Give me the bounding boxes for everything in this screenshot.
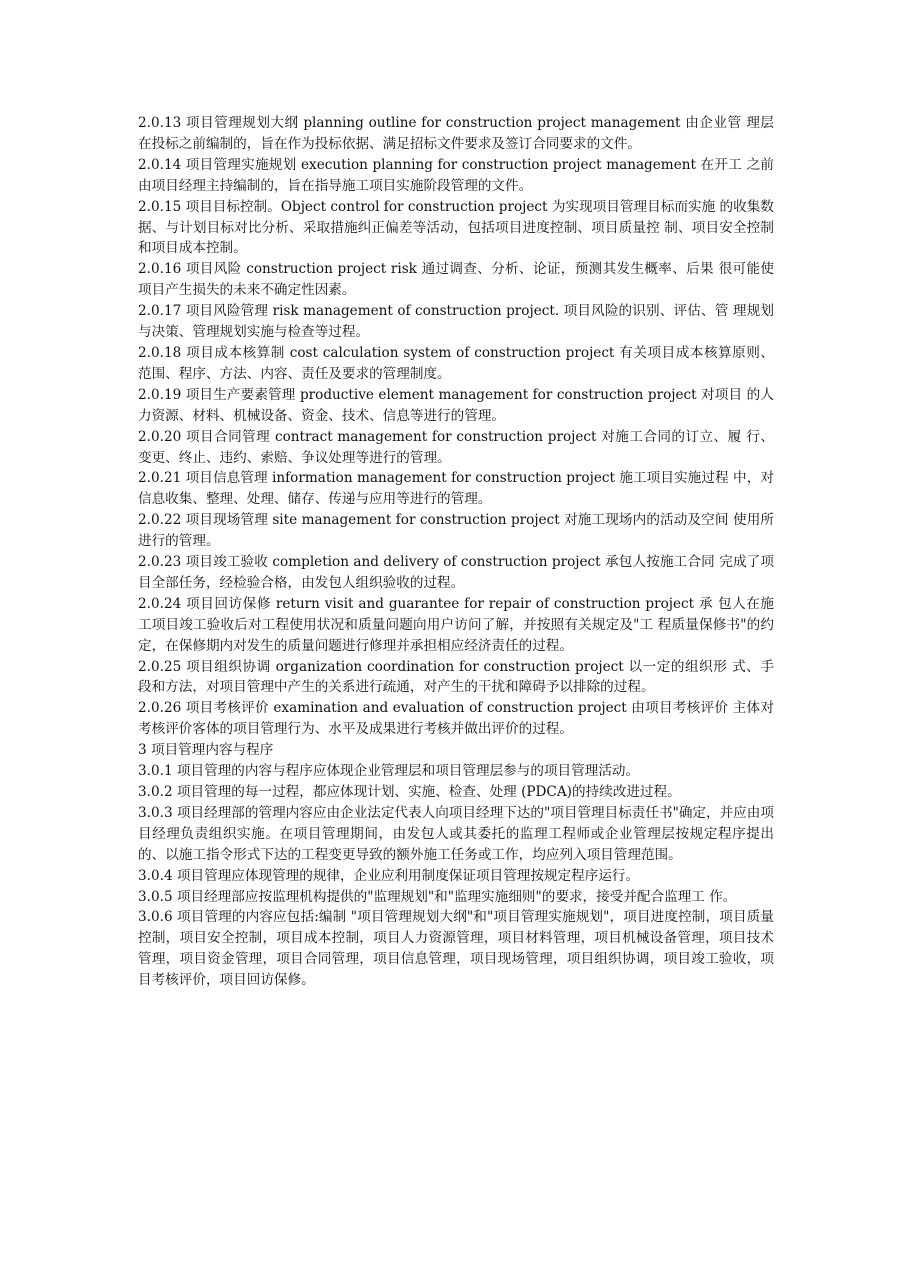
paragraph-2-0-14: 2.0.14 项目管理实施规划 execution planning for construction project management 在开工 之前由项目经理主持编制的，旨在指导施工项目实施阶段管理的文件。 (138, 156, 774, 194)
paragraph-3-0-6: 3.0.6 项目管理的内容应包括:编制 "项目管理规划大纲"和"项目管理实施规划"，项目进度控制，项目质量控制，项目安全控制，项目成本控制，项目人力资源管理，项目材料管理，项目机械设备管理，项目技术管理，项目资金管理，项目合同管理，项目信息管理，项目现场管理，项目组织协调，项目竣工验收，项目考核评价，项目回访保修。 (138, 909, 774, 989)
paragraph-2-0-24: 2.0.24 项目回访保修 return visit and guarantee for repair of construction project 承 包人在施工项目竣工验收后对工程使用状况和质量问题向用户访问了解，并按照有关规定及"工 程质量保修书"的约定，在保修期内对发生的质量问题进行修理并承担相应经济责任的过程。 (138, 595, 774, 654)
paragraph-2-0-22: 2.0.22 项目现场管理 site management for construction project 对施工现场内的活动及空间 使用所进行的管理。 (138, 512, 774, 550)
paragraph-2-0-23: 2.0.23 项目竣工验收 completion and delivery of construction project 承包人按施工合同 完成了项目全部任务，经检验合格，由发包人组织验收的过程。 (138, 554, 774, 591)
paragraph-3-0-4: 3.0.4 项目管理应体现管理的规律，企业应利用制度保证项目管理按规定程序运行。 (138, 867, 640, 884)
paragraph-2-0-21: 2.0.21 项目信息管理 information management for construction project 施工项目实施过程 中，对信息收集、整理、处理、储存、传递与应用等进行的管理。 (138, 470, 774, 508)
paragraph-3-0-5: 3.0.5 项目经理部应按监理机构提供的"监理规划"和"监理实施细则"的要求，接受并配合监理工 作。 (138, 888, 737, 905)
paragraph-2-0-18: 2.0.18 项目成本核算制 cost calculation system of construction project 有关项目成本核算原则、范围、程序、方法、内容、责任及要求的管理制度。 (138, 344, 774, 382)
section-heading-3: 3 项目管理内容与程序 (138, 742, 274, 759)
paragraph-2-0-19: 2.0.19 项目生产要素管理 productive element management for construction project 对项目 的人力资源、材料、机械设备、资金、技术、信息等进行的管理。 (138, 386, 774, 424)
paragraph-2-0-17: 2.0.17 项目风险管理 risk management of construction project. 项目风险的识别、评估、管 理规划与决策、管理规划实施与检查等过程。 (138, 303, 774, 341)
paragraph-2-0-20: 2.0.20 项目合同管理 contract management for construction project 对施工合同的订立、履 行、变更、终止、违约、索赔、争议处理等进行的管理。 (138, 428, 774, 466)
paragraph-2-0-15: 2.0.15 项目目标控制。Object control for construction project 为实现项目管理目标而实施 的收集数据、与计划目标对比分析、采取措施纠正偏差等活动，包括项目进度控制、项目质量控 制、项目安全控制和项目成本控制。 (138, 198, 774, 257)
paragraph-2-0-25: 2.0.25 项目组织协调 organization coordination for construction project 以一定的组织形 式、手段和方法，对项目管理中产生的关系进行疏通，对产生的干扰和障碍予以排除的过程。 (138, 658, 774, 696)
paragraph-2-0-16: 2.0.16 项目风险 construction project risk 通过调查、分析、论证，预测其发生概率、后果 很可能使项目产生损失的未来不确定性因素。 (138, 261, 774, 299)
document-page (138, 113, 774, 991)
paragraph-3-0-3: 3.0.3 项目经理部的管理内容应由企业法定代表人向项目经理下达的"项目管理目标责任书"确定，并应由项目经理负责组织实施。在项目管理期间，由发包人或其委托的监理工程师或企业管理层按规定程序提出的、以施工指令形式下达的工程变更导致的额外施工任务或工作，均应列入项目管理范围。 (138, 804, 774, 863)
paragraph-2-0-13: 2.0.13 项目管理规划大纲 planning outline for construction project management 由企业管 理层在投标之前编制的，旨在作为投标依据、满足招标文件要求及签订合同要求的文件。 (138, 115, 774, 152)
paragraph-3-0-1: 3.0.1 项目管理的内容与程序应体现企业管理层和项目管理层参与的项目管理活动。 (138, 763, 640, 780)
paragraph-3-0-2: 3.0.2 项目管理的每一过程，都应体现计划、实施、检查、处理 (PDCA)的持续改进过程。 (138, 784, 681, 800)
paragraph-2-0-26: 2.0.26 项目考核评价 examination and evaluation of construction project 由项目考核评价 主体对考核评价客体的项目管理行为、水平及成果进行考核并做出评价的过程。 (138, 700, 774, 738)
